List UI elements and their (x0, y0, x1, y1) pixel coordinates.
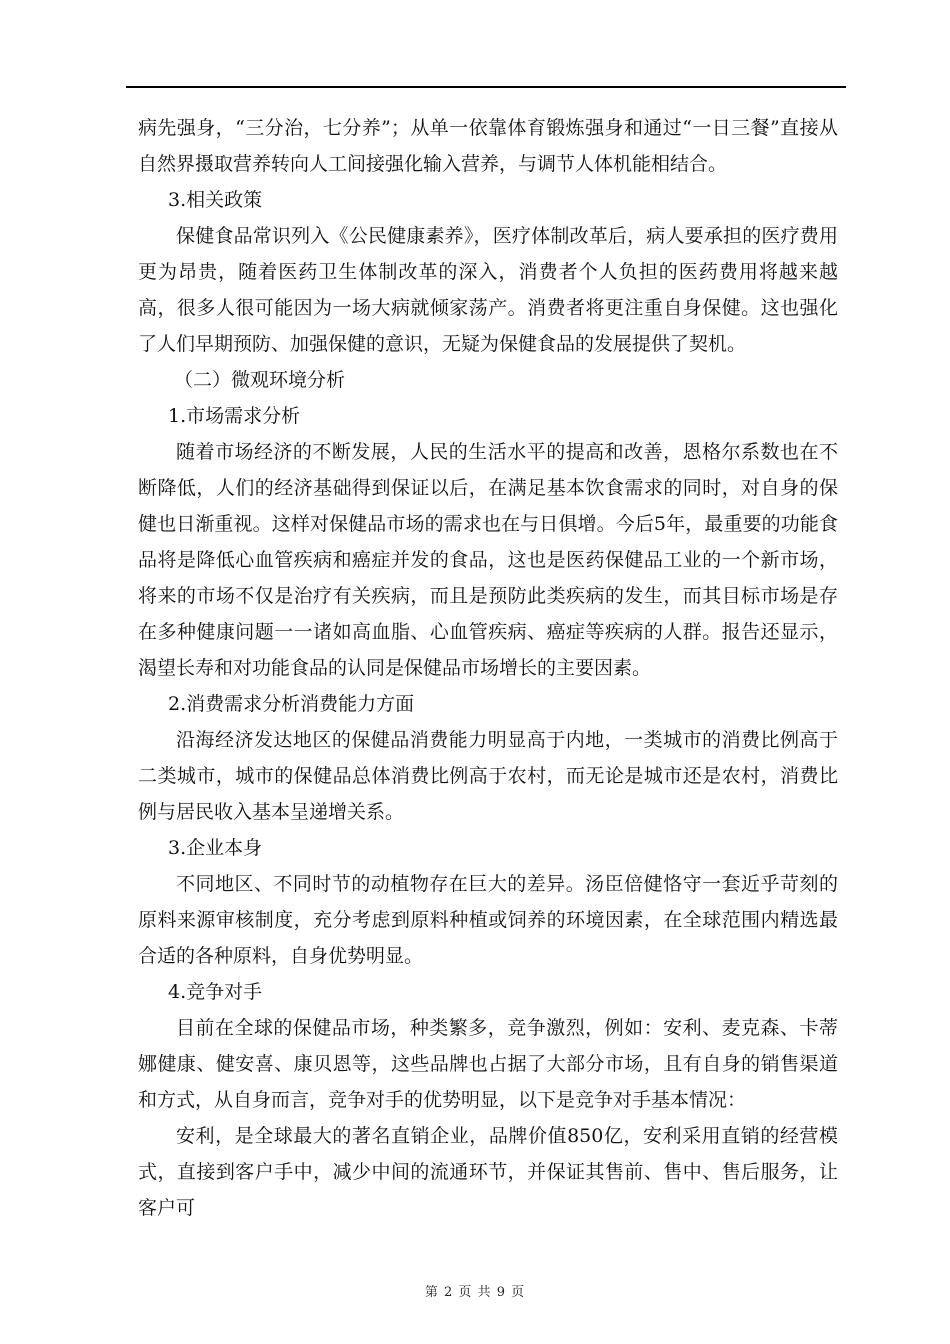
paragraph: 安利，是全球最大的著名直销企业，品牌价值850亿，安利采用直销的经营模式，直接到客户手中，减少中间的流通环节，并保证其售前、售中、售后服务，让客户可 (138, 1125, 838, 1219)
paragraph: 沿海经济发达地区的保健品消费能力明显高于内地，一类城市的消费比例高于二类城市，城市的保健品总体消费比例高于农村，而无论是城市还是农村，消费比例与居民收入基本呈递增关系。 (138, 729, 838, 823)
page-number-footer: 第 2 页 共 9 页 (424, 1285, 526, 1300)
paragraph: 随着市场经济的不断发展，人民的生活水平的提高和改善，恩格尔系数也在不断降低，人们的经济基础得到保证以后，在满足基本饮食需求的同时，对自身的保健也日渐重视。这样对保健品市场的需求也在与日俱增。今后5年，最重要的功能食品将是降低心血管疾病和癌症并发的食品，这也是医药保健品工业的一个新市场，将来的市场不仅是治疗有关疾病，而且是预防此类疾病的发生，而其目标市场是存在多种健康问题一一诸如高血脂、心血管疾病、癌症等疾病的人群。报告还显示，渴望长寿和对功能食品的认同是保健品市场增长的主要因素。 (138, 441, 838, 679)
section-heading-consumer-demand: 2.消费需求分析消费能力方面 (168, 693, 415, 715)
section-heading-micro-environment: （二）微观环境分析 (174, 369, 346, 391)
section-heading-competitors: 4.竞争对手 (168, 981, 263, 1003)
section-heading-market-demand: 1.市场需求分析 (168, 405, 301, 427)
header-rule (126, 86, 846, 88)
section-heading-policy: 3.相关政策 (168, 189, 263, 211)
paragraph: 不同地区、不同时节的动植物存在巨大的差异。汤臣倍健恪守一套近乎苛刻的原料来源审核制度，充分考虑到原料种植或饲养的环境因素，在全球范围内精选最合适的各种原料，自身优势明显。 (138, 873, 838, 967)
paragraph: 保健食品常识列入《公民健康素养》，医疗体制改革后，病人要承担的医疗费用更为昂贵，随着医药卫生体制改革的深入，消费者个人负担的医药费用将越来越高，很多人很可能因为一场大病就倾家荡产。消费者将更注重自身保健。这也强化了人们早期预防、加强保健的意识，无疑为保健食品的发展提供了契机。 (138, 225, 838, 355)
paragraph-continued: 病先强身，“三分治，七分养”；从单一依靠体育锻炼强身和通过“一日三餐”直接从自然界摄取营养转向人工间接强化输入营养，与调节人体机能相结合。 (138, 117, 838, 175)
section-heading-company: 3.企业本身 (168, 837, 263, 859)
document-body (138, 110, 838, 1226)
paragraph: 目前在全球的保健品市场，种类繁多，竞争激烈，例如：安利、麦克森、卡蒂娜健康、健安喜、康贝恩等，这些品牌也占据了大部分市场，且有自身的销售渠道和方式，从自身而言，竞争对手的优势明显，以下是竞争对手基本情况： (138, 1017, 838, 1111)
